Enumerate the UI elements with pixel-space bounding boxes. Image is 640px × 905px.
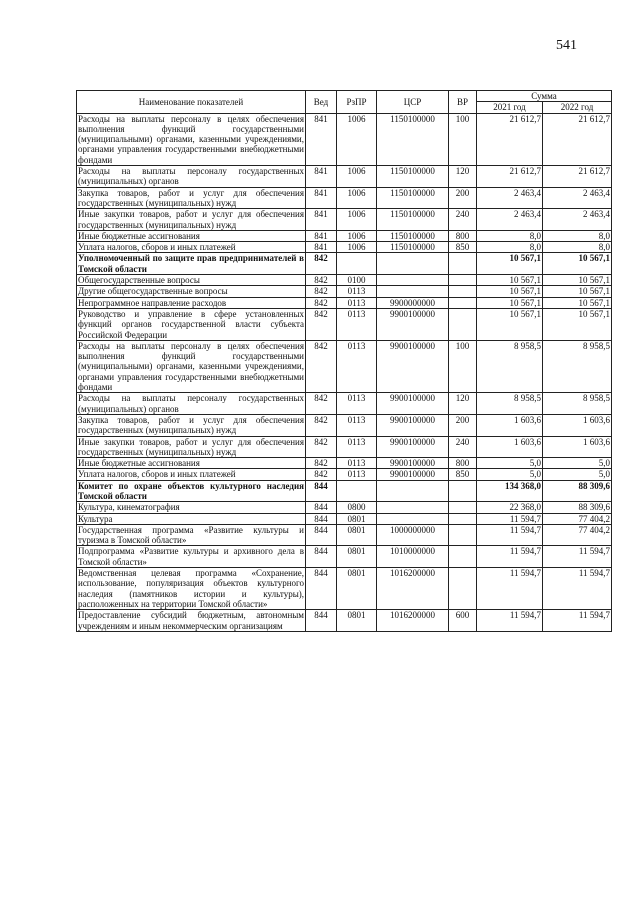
table-row [77, 253, 612, 275]
row-sum-2021-cell: 1 603,6 [477, 436, 543, 458]
table-row [77, 480, 612, 502]
row-rzpr-cell: 0113 [337, 436, 377, 458]
row-sum-2022-cell: 11 594,7 [543, 568, 612, 610]
row-rzpr-cell: 0113 [337, 286, 377, 297]
row-csr-cell: 9900000000 [377, 297, 449, 308]
row-rzpr-cell: 1006 [337, 166, 377, 188]
table-row [77, 393, 612, 415]
row-csr-cell: 9900100000 [377, 436, 449, 458]
row-sum-2021-cell: 21 612,7 [477, 166, 543, 188]
row-sum-2021-cell: 10 567,1 [477, 253, 543, 275]
header-year-2021: 2021 год [477, 102, 543, 113]
row-vr-cell [449, 513, 477, 524]
row-sum-2021-cell: 10 567,1 [477, 275, 543, 286]
row-csr-cell: 1150100000 [377, 242, 449, 253]
row-name-cell: Комитет по охране объектов культурного наследия Томской области [78, 480, 304, 501]
row-name-cell: Подпрограмма «Развитие культуры и архивного дела в Томской области» [78, 546, 304, 567]
row-rzpr-cell: 0800 [337, 502, 377, 513]
row-ved-cell: 844 [306, 524, 337, 546]
row-sum-2021-cell: 22 368,0 [477, 502, 543, 513]
row-sum-2021-cell: 11 594,7 [477, 568, 543, 610]
row-vr-cell: 600 [449, 610, 477, 632]
row-name-cell: Государственная программа «Развитие культуры и туризма в Томской области» [78, 524, 304, 546]
row-sum-2022-cell: 88 309,6 [543, 502, 612, 513]
row-rzpr-cell: 1006 [337, 209, 377, 231]
row-rzpr-cell: 0113 [337, 393, 377, 415]
row-vr-cell: 200 [449, 414, 477, 436]
row-csr-cell: 9900100000 [377, 458, 449, 469]
row-ved-cell: 842 [306, 414, 337, 436]
header-sum: Сумма [477, 91, 612, 102]
row-csr-cell [377, 513, 449, 524]
page-number: 541 [556, 38, 577, 53]
row-ved-cell: 842 [306, 458, 337, 469]
row-name-cell: Расходы на выплаты персоналу в целях обеспечения выполнения функций государственными (муниципальными) органами, казенными учреждениями, органами управления государственными внебюджетными фондами [78, 113, 304, 165]
row-ved-cell: 844 [306, 546, 337, 568]
table-row [77, 610, 612, 632]
row-sum-2021-cell: 10 567,1 [477, 308, 543, 340]
row-vr-cell: 120 [449, 166, 477, 188]
row-sum-2021-cell: 10 567,1 [477, 286, 543, 297]
row-sum-2021-cell: 2 463,4 [477, 187, 543, 209]
table-row [77, 308, 612, 340]
row-ved-cell: 842 [306, 308, 337, 340]
row-sum-2022-cell: 8,0 [543, 230, 612, 241]
row-rzpr-cell: 0113 [337, 458, 377, 469]
row-name-cell: Уплата налогов, сборов и иных платежей [77, 469, 306, 480]
row-ved-cell: 841 [306, 242, 337, 253]
row-name-cell: Культура [77, 513, 306, 524]
row-csr-cell: 1150100000 [377, 166, 449, 188]
row-sum-2021-cell: 11 594,7 [477, 513, 543, 524]
row-sum-2022-cell: 1 603,6 [543, 414, 612, 436]
row-name-cell: Расходы на выплаты персоналу в целях обеспечения выполнения функций государственными (муниципальными) органами, казенными учреждениями, органами управления государственными внебюджетными фондами [78, 340, 304, 393]
row-sum-2021-cell: 134 368,0 [477, 480, 543, 502]
row-csr-cell [377, 275, 449, 286]
row-vr-cell [449, 524, 477, 546]
row-ved-cell: 842 [306, 393, 337, 415]
row-vr-cell: 850 [449, 469, 477, 480]
row-name-cell: Культура, кинематография [77, 502, 306, 513]
row-csr-cell: 1150100000 [377, 113, 449, 165]
row-csr-cell: 1016200000 [377, 568, 449, 610]
row-vr-cell [449, 480, 477, 502]
row-csr-cell [377, 480, 449, 502]
row-name-cell: Иные закупки товаров, работ и услуг для обеспечения государственных (муниципальных) нужд [78, 209, 304, 230]
row-rzpr-cell: 0801 [337, 568, 377, 610]
row-sum-2021-cell: 2 463,4 [477, 209, 543, 231]
row-vr-cell: 800 [449, 230, 477, 241]
row-csr-cell: 1150100000 [377, 230, 449, 241]
row-ved-cell: 841 [306, 166, 337, 188]
table-row [77, 458, 612, 469]
row-sum-2022-cell: 88 309,6 [543, 480, 612, 502]
row-ved-cell: 844 [306, 513, 337, 524]
header-ved: Вед [306, 91, 337, 114]
table-row [77, 502, 612, 513]
table-row [77, 242, 612, 253]
row-sum-2022-cell: 8,0 [543, 242, 612, 253]
row-vr-cell: 120 [449, 393, 477, 415]
row-rzpr-cell: 0113 [337, 340, 377, 392]
row-sum-2021-cell: 1 603,6 [477, 414, 543, 436]
row-name-cell: Закупка товаров, работ и услуг для обеспечения государственных (муниципальных) нужд [78, 414, 304, 436]
header-vr: ВР [449, 91, 477, 114]
table-row [77, 166, 612, 188]
row-ved-cell: 841 [306, 209, 337, 231]
row-csr-cell: 9900100000 [377, 308, 449, 340]
row-ved-cell: 844 [306, 480, 337, 502]
row-rzpr-cell: 1006 [337, 230, 377, 241]
row-rzpr-cell: 0801 [337, 546, 377, 568]
row-csr-cell: 1150100000 [377, 209, 449, 231]
row-csr-cell [377, 253, 449, 275]
row-sum-2021-cell: 5,0 [477, 458, 543, 469]
row-name-cell: Общегосударственные вопросы [77, 275, 306, 286]
row-ved-cell: 844 [306, 502, 337, 513]
row-vr-cell: 240 [449, 209, 477, 231]
row-vr-cell: 800 [449, 458, 477, 469]
row-sum-2021-cell: 8 958,5 [477, 340, 543, 392]
budget-table [76, 90, 612, 632]
row-sum-2021-cell: 8,0 [477, 242, 543, 253]
row-vr-cell: 850 [449, 242, 477, 253]
row-ved-cell: 841 [306, 230, 337, 241]
row-vr-cell [449, 297, 477, 308]
row-vr-cell [449, 308, 477, 340]
row-vr-cell [449, 275, 477, 286]
row-rzpr-cell: 0113 [337, 297, 377, 308]
table-row [77, 286, 612, 297]
row-sum-2022-cell: 8 958,5 [543, 340, 612, 392]
table-row [77, 230, 612, 241]
row-vr-cell: 100 [449, 340, 477, 392]
row-sum-2021-cell: 11 594,7 [477, 546, 543, 568]
row-sum-2021-cell: 11 594,7 [477, 524, 543, 546]
row-vr-cell [449, 568, 477, 610]
row-csr-cell: 9900100000 [377, 340, 449, 392]
row-csr-cell: 1010000000 [377, 546, 449, 568]
row-csr-cell: 9900100000 [377, 469, 449, 480]
row-sum-2022-cell: 10 567,1 [543, 253, 612, 275]
row-sum-2021-cell: 5,0 [477, 469, 543, 480]
row-rzpr-cell: 1006 [337, 242, 377, 253]
row-sum-2022-cell: 77 404,2 [543, 524, 612, 546]
row-ved-cell: 844 [306, 568, 337, 610]
row-rzpr-cell [337, 480, 377, 502]
row-ved-cell: 844 [306, 610, 337, 632]
row-rzpr-cell: 0113 [337, 414, 377, 436]
row-sum-2021-cell: 21 612,7 [477, 113, 543, 165]
row-rzpr-cell: 0113 [337, 308, 377, 340]
row-sum-2022-cell: 21 612,7 [543, 166, 612, 188]
row-name-cell: Предоставление субсидий бюджетным, автономным учреждениям и иным некоммерческим организациям [78, 610, 304, 631]
row-name-cell: Расходы на выплаты персоналу государственных (муниципальных) органов [78, 393, 304, 414]
row-vr-cell: 200 [449, 187, 477, 209]
row-ved-cell: 842 [306, 340, 337, 392]
row-sum-2022-cell: 11 594,7 [543, 610, 612, 632]
row-name-cell: Другие общегосударственные вопросы [77, 286, 306, 297]
table-row [77, 209, 612, 231]
row-name-cell: Иные закупки товаров, работ и услуг для обеспечения государственных (муниципальных) нужд [78, 436, 304, 457]
table-row [77, 546, 612, 568]
row-sum-2022-cell: 1 603,6 [543, 436, 612, 458]
row-name-cell: Ведомственная целевая программа «Сохранение, использование, популяризация объектов культурного наследия (памятников истории и культуры), расположенных на территории Томской области» [78, 568, 304, 609]
row-rzpr-cell: 0113 [337, 469, 377, 480]
row-name-cell: Непрограммное направление расходов [77, 297, 306, 308]
row-sum-2022-cell: 21 612,7 [543, 113, 612, 165]
row-csr-cell: 1016200000 [377, 610, 449, 632]
row-sum-2021-cell: 8 958,5 [477, 393, 543, 415]
table-row [77, 275, 612, 286]
row-ved-cell: 842 [306, 436, 337, 458]
table-row [77, 469, 612, 480]
row-ved-cell: 842 [306, 275, 337, 286]
row-name-cell: Закупка товаров, работ и услуг для обеспечения государственных (муниципальных) нужд [78, 187, 304, 208]
table-row [77, 340, 612, 392]
row-name-cell: Иные бюджетные ассигнования [77, 230, 306, 241]
row-ved-cell: 841 [306, 113, 337, 165]
row-csr-cell: 9900100000 [377, 393, 449, 415]
row-rzpr-cell: 0801 [337, 610, 377, 632]
row-ved-cell: 841 [306, 187, 337, 209]
table-row [77, 436, 612, 458]
row-rzpr-cell [337, 253, 377, 275]
row-sum-2022-cell: 8 958,5 [543, 393, 612, 415]
row-csr-cell [377, 502, 449, 513]
row-sum-2022-cell: 10 567,1 [543, 308, 612, 340]
header-name: Наименование показателей [77, 91, 306, 114]
header-csr: ЦСР [377, 91, 449, 114]
table-body [77, 113, 612, 631]
row-name-cell: Уплата налогов, сборов и иных платежей [77, 242, 306, 253]
header-year-2022: 2022 год [543, 102, 612, 113]
row-vr-cell [449, 286, 477, 297]
row-rzpr-cell: 1006 [337, 113, 377, 165]
row-csr-cell: 1150100000 [377, 187, 449, 209]
row-vr-cell [449, 502, 477, 513]
row-rzpr-cell: 0801 [337, 524, 377, 546]
row-csr-cell: 1000000000 [377, 524, 449, 546]
row-sum-2022-cell: 5,0 [543, 458, 612, 469]
row-name-cell: Иные бюджетные ассигнования [77, 458, 306, 469]
row-csr-cell: 9900100000 [377, 414, 449, 436]
table-row [77, 524, 612, 546]
row-sum-2022-cell: 5,0 [543, 469, 612, 480]
row-sum-2021-cell: 11 594,7 [477, 610, 543, 632]
row-ved-cell: 842 [306, 253, 337, 275]
row-sum-2022-cell: 10 567,1 [543, 275, 612, 286]
row-vr-cell: 240 [449, 436, 477, 458]
row-name-cell: Уполномоченный по защите прав предпринимателей в Томской области [78, 253, 304, 274]
row-sum-2022-cell: 2 463,4 [543, 187, 612, 209]
row-rzpr-cell: 1006 [337, 187, 377, 209]
row-vr-cell [449, 253, 477, 275]
row-sum-2022-cell: 11 594,7 [543, 546, 612, 568]
row-sum-2022-cell: 77 404,2 [543, 513, 612, 524]
row-name-cell: Расходы на выплаты персоналу государственных (муниципальных) органов [78, 166, 304, 187]
row-ved-cell: 842 [306, 297, 337, 308]
row-sum-2022-cell: 2 463,4 [543, 209, 612, 231]
row-sum-2022-cell: 10 567,1 [543, 297, 612, 308]
table-row [77, 568, 612, 610]
table-row [77, 513, 612, 524]
row-csr-cell [377, 286, 449, 297]
row-vr-cell: 100 [449, 113, 477, 165]
table-row [77, 187, 612, 209]
row-ved-cell: 842 [306, 469, 337, 480]
row-rzpr-cell: 0100 [337, 275, 377, 286]
row-sum-2022-cell: 10 567,1 [543, 286, 612, 297]
row-ved-cell: 842 [306, 286, 337, 297]
row-rzpr-cell: 0801 [337, 513, 377, 524]
header-rzpr: РзПР [337, 91, 377, 114]
table-row [77, 297, 612, 308]
row-name-cell: Руководство и управление в сфере установленных функций органов государственной власти субъекта Российской Федерации [78, 308, 304, 340]
row-vr-cell [449, 546, 477, 568]
table-row [77, 414, 612, 436]
row-sum-2021-cell: 8,0 [477, 230, 543, 241]
table-row [77, 113, 612, 165]
row-sum-2021-cell: 10 567,1 [477, 297, 543, 308]
